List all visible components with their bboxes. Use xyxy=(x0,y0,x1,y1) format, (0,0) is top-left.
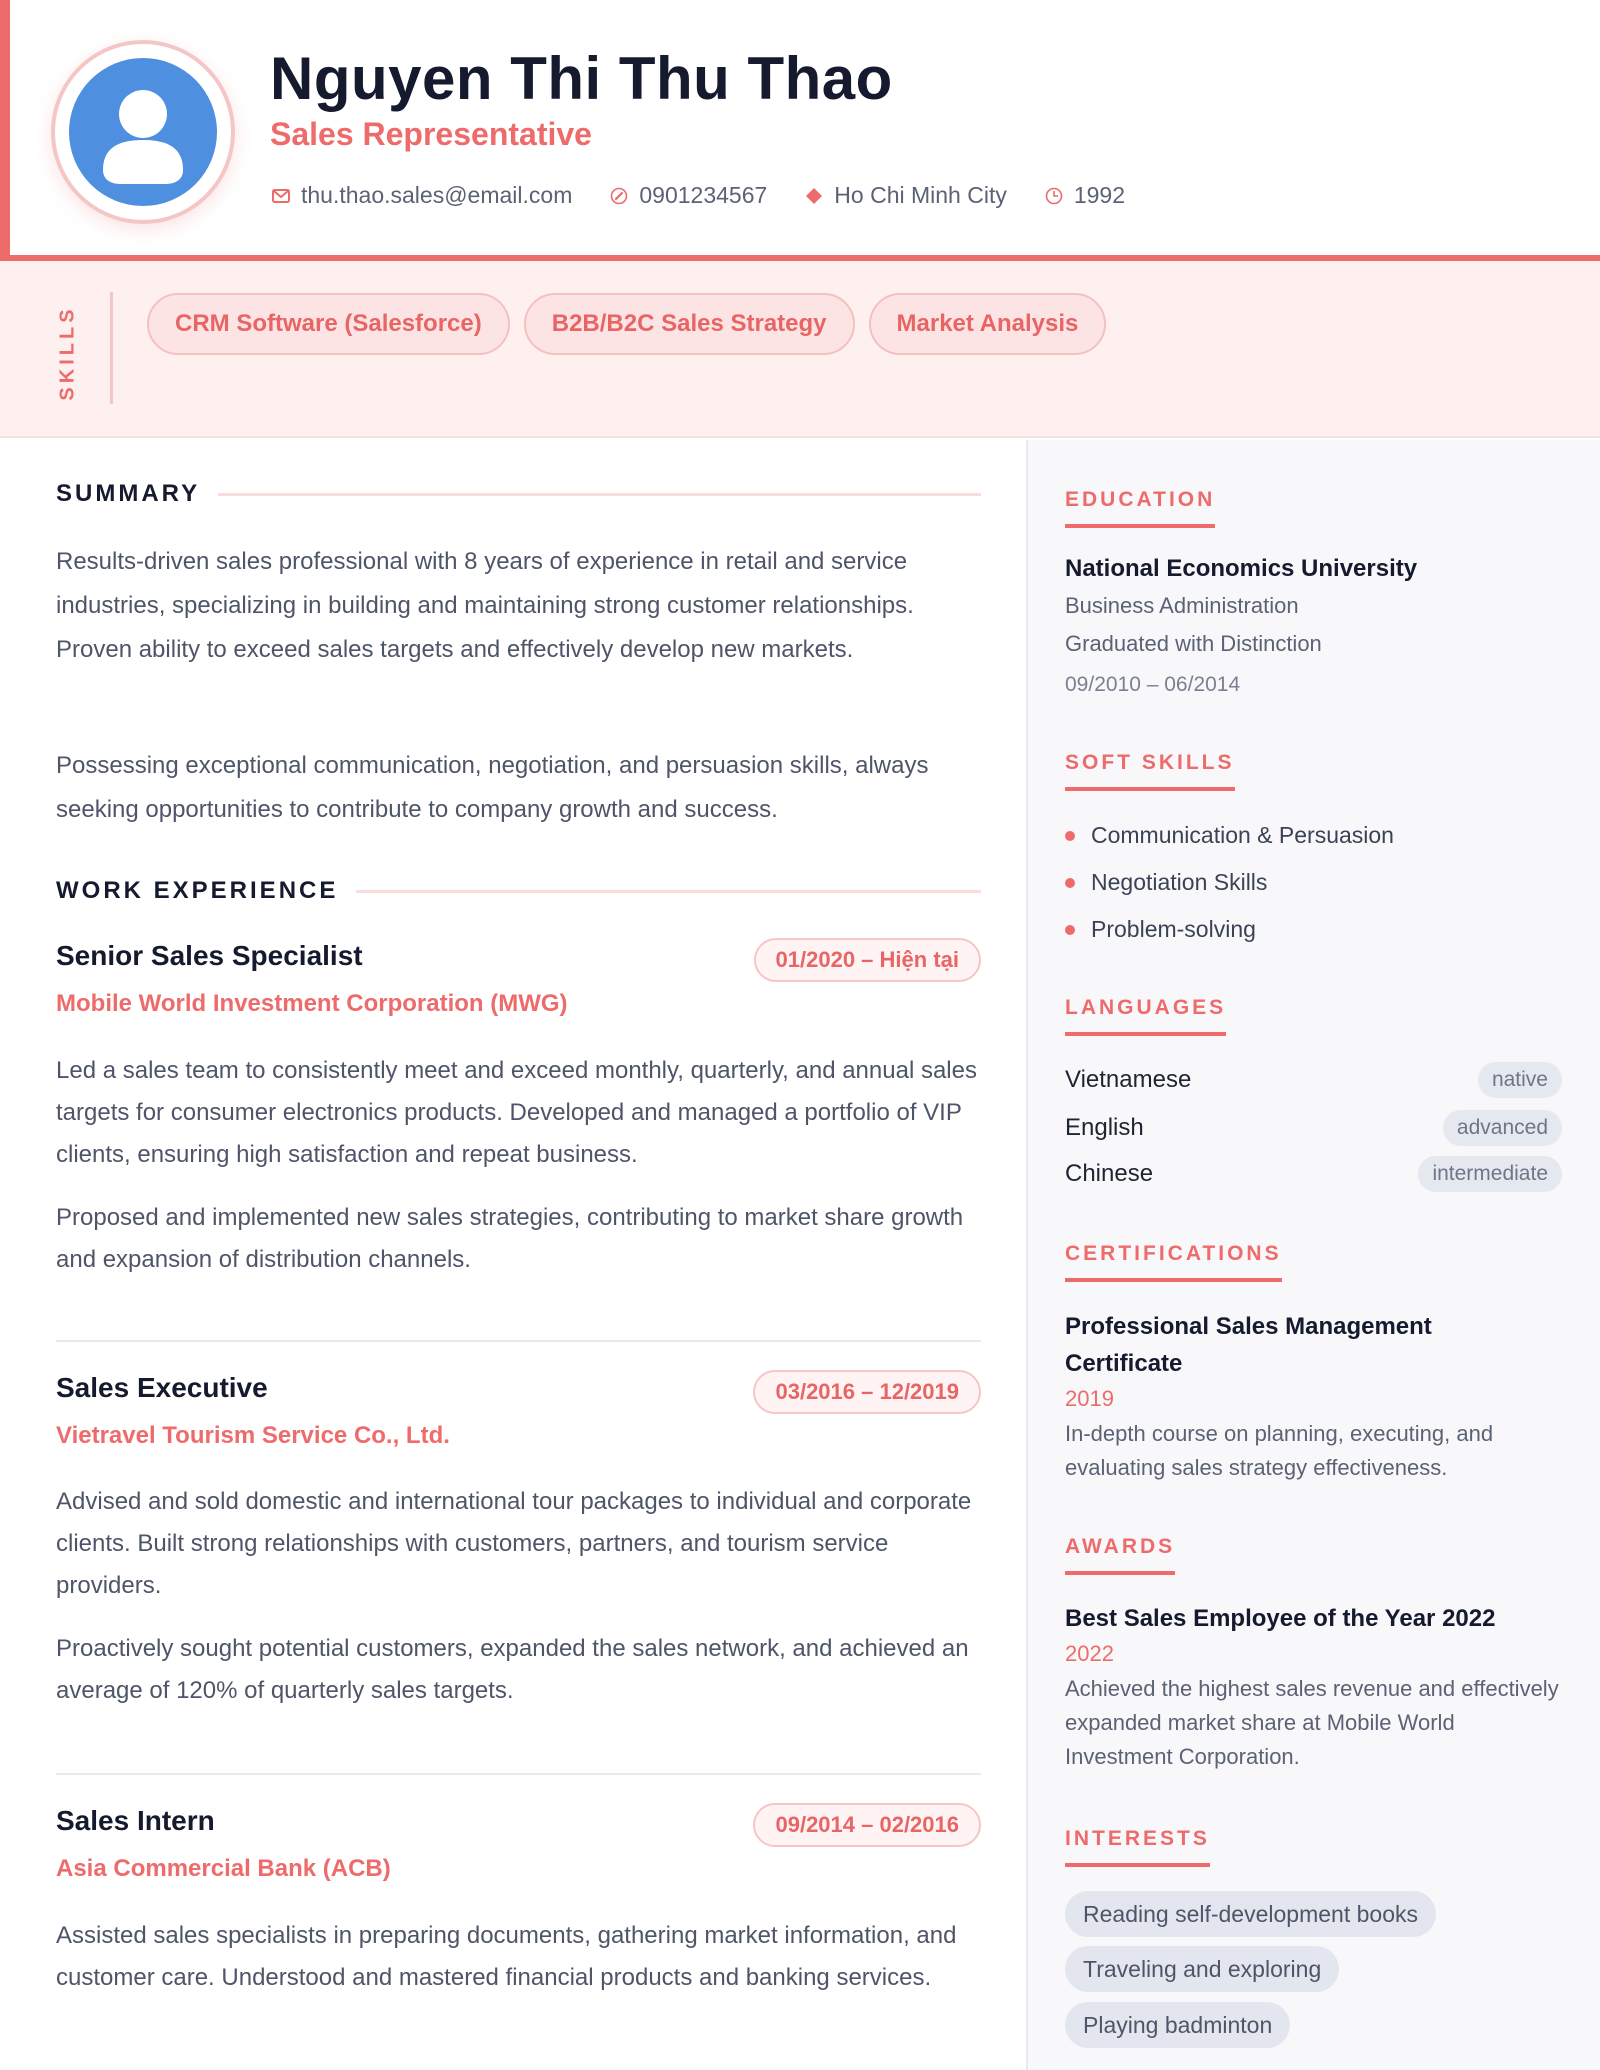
interests-heading: INTERESTS xyxy=(1065,1827,1210,1867)
phone-icon xyxy=(608,185,630,207)
certificate-name: Professional Sales Management Certificate xyxy=(1065,1313,1432,1377)
skill-chip: CRM Software (Salesforce) xyxy=(147,293,510,355)
education-dates: 09/2010 – 06/2014 xyxy=(1065,673,1241,696)
job-company: Mobile World Investment Corporation (MWG) xyxy=(56,990,568,1017)
avatar xyxy=(69,58,217,206)
language-row xyxy=(1065,1060,1562,1100)
award-name: Best Sales Employee of the Year 2022 xyxy=(1065,1605,1496,1632)
interest-chip: Playing badminton xyxy=(1065,2002,1290,2048)
resume-header xyxy=(0,0,1600,261)
job-separator xyxy=(56,1773,981,1775)
skill-chip: B2B/B2C Sales Strategy xyxy=(524,293,855,355)
job-company: Asia Commercial Bank (ACB) xyxy=(56,1855,391,1882)
birth-year-text: 1992 xyxy=(1073,182,1126,208)
contact-info xyxy=(270,182,1161,209)
bullet-dot-icon xyxy=(1065,878,1075,888)
bullet-dot-icon xyxy=(1065,925,1075,935)
job-title: Sales Intern xyxy=(56,1805,215,1836)
award-year: 2022 xyxy=(1065,1641,1114,1666)
job-company: Vietravel Tourism Service Co., Ltd. xyxy=(56,1422,450,1449)
heading-rule xyxy=(218,493,981,496)
job-title: Sales Executive xyxy=(56,1372,268,1403)
job-separator xyxy=(56,1340,981,1342)
job-title: Senior Sales Specialist xyxy=(56,940,363,971)
list-item: Communication & Persuasion xyxy=(1065,812,1394,859)
user-silhouette-icon xyxy=(69,58,217,206)
soft-skills-heading: SOFT SKILLS xyxy=(1065,751,1235,791)
interest-chip: Reading self-development books xyxy=(1065,1891,1436,1937)
list-item: Problem-solving xyxy=(1065,906,1394,953)
main-column xyxy=(0,440,1026,2070)
language-row xyxy=(1065,1108,1562,1148)
certificate-description: In-depth course on planning, executing, and evaluating sales strategy effectiveness. xyxy=(1065,1421,1494,1480)
list-item: Negotiation Skills xyxy=(1065,859,1394,906)
avatar-frame xyxy=(51,40,235,224)
skills-label: SKILLS xyxy=(56,305,79,401)
language-row xyxy=(1065,1154,1562,1194)
job-title-headline: Sales Representative xyxy=(270,116,592,152)
language-name: Vietnamese xyxy=(1065,1066,1192,1093)
job-description: Advised and sold domestic and international tour packages to individual and corporate clients. Built strong relationships with customers, partners, and tourism service providers. xyxy=(56,1488,972,1599)
languages-heading: LANGUAGES xyxy=(1065,996,1226,1036)
contact-phone[interactable] xyxy=(608,182,767,209)
school-name: National Economics University xyxy=(1065,555,1418,582)
email-text: thu.thao.sales@email.com xyxy=(301,182,573,208)
soft-skills-list xyxy=(1065,812,1394,953)
language-level-badge: intermediate xyxy=(1418,1156,1562,1192)
education-major: Business Administration xyxy=(1065,593,1299,618)
certifications-heading: CERTIFICATIONS xyxy=(1065,1242,1282,1282)
skills-divider xyxy=(110,292,113,404)
bullet-dot-icon xyxy=(1065,831,1075,841)
clock-icon xyxy=(1043,185,1065,207)
heading-rule xyxy=(356,890,981,893)
summary-paragraph: Possessing exceptional communication, negotiation, and persuasion skills, always seeking opportunities to contribute to company growth and success. xyxy=(56,752,929,823)
summary-heading: SUMMARY xyxy=(56,480,981,508)
job-description: Assisted sales specialists in preparing documents, gathering market information, and customer care. Understood and mastered financial products and banking services. xyxy=(56,1922,957,1991)
language-level-badge: native xyxy=(1478,1062,1562,1098)
diamond-location-icon xyxy=(803,185,825,207)
location-text: Ho Chi Minh City xyxy=(834,182,1007,208)
language-name: Chinese xyxy=(1065,1160,1154,1187)
certificate-year: 2019 xyxy=(1065,1386,1114,1411)
award-description: Achieved the highest sales revenue and effectively expanded market share at Mobile World Investment Corporation. xyxy=(1065,1676,1559,1769)
job-date-badge: 09/2014 – 02/2016 xyxy=(753,1803,981,1847)
job-description: Proactively sought potential customers, expanded the sales network, and achieved an average of 120% of quarterly sales targets. xyxy=(56,1635,969,1704)
phone-text: 0901234567 xyxy=(639,182,768,208)
contact-birth-year xyxy=(1043,182,1125,209)
job-description: Led a sales team to consistently meet and exceed monthly, quarterly, and annual sales targets for consumer electronics products. Developed and managed a portfolio of VIP clients, ensuring high satisfaction and repeat business. xyxy=(56,1057,977,1168)
education-heading: EDUCATION xyxy=(1065,488,1215,528)
header-accent-bar xyxy=(0,0,10,255)
skill-chip: Market Analysis xyxy=(869,293,1107,355)
mail-icon xyxy=(270,185,292,207)
work-experience-heading: WORK EXPERIENCE xyxy=(56,877,981,905)
job-description: Proposed and implemented new sales strategies, contributing to market share growth and expansion of distribution channels. xyxy=(56,1204,964,1273)
awards-heading: AWARDS xyxy=(1065,1535,1175,1575)
skills-list xyxy=(147,293,1120,355)
job-date-badge: 01/2020 – Hiện tại xyxy=(754,938,981,982)
language-name: English xyxy=(1065,1114,1144,1141)
language-level-badge: advanced xyxy=(1443,1110,1562,1146)
summary-paragraph: Results-driven sales professional with 8 years of experience in retail and service industries, specializing in building and maintaining strong customer relationships. Proven ability to exceed sales targets and effectively develop new markets. xyxy=(56,548,914,663)
candidate-name: Nguyen Thi Thu Thao xyxy=(270,45,893,112)
education-note: Graduated with Distinction xyxy=(1065,631,1322,656)
interest-chip: Traveling and exploring xyxy=(1065,1946,1339,1992)
contact-email[interactable] xyxy=(270,182,572,209)
sidebar xyxy=(1026,440,1600,2070)
job-date-badge: 03/2016 – 12/2019 xyxy=(753,1370,981,1414)
contact-location xyxy=(803,182,1007,209)
